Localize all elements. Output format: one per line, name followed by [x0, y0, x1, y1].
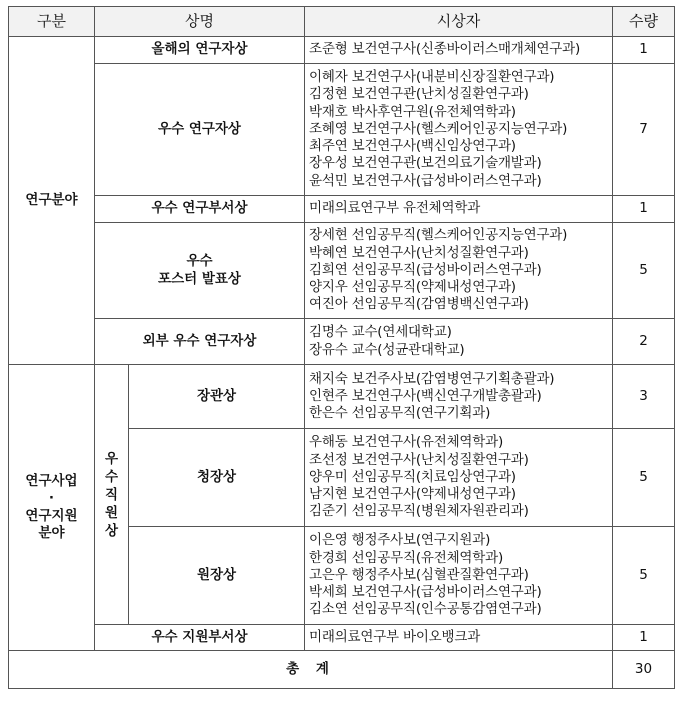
award-name: 우수 연구자상 — [95, 64, 305, 196]
recipient-list — [305, 37, 613, 64]
recipient-list — [305, 625, 613, 651]
award-count: 5 — [613, 527, 675, 625]
recipient-list — [305, 319, 613, 365]
recipient: 김소연 선임공무직(인수공통감염연구과) — [309, 601, 542, 618]
vertical-char: 원 — [104, 504, 119, 521]
header-count: 수량 — [613, 7, 675, 37]
recipient: 김준기 선임공무직(병원체자원관리과) — [309, 503, 529, 520]
section-support-line: 연구지원 — [25, 507, 78, 524]
recipient: 우해동 보건연구사(유전체역학과) — [309, 434, 504, 451]
award-name: 우수 지원부서상 — [95, 625, 305, 651]
section-support-line: 연구사업 — [25, 473, 78, 490]
award-count: 1 — [613, 625, 675, 651]
recipient-list — [305, 223, 613, 319]
award-count: 1 — [613, 37, 675, 64]
award-count: 1 — [613, 196, 675, 223]
total-label: 총 계 — [9, 651, 613, 689]
header-category: 구분 — [9, 7, 95, 37]
table-row — [9, 64, 675, 196]
header-award: 상명 — [95, 7, 305, 37]
awards-table — [8, 6, 675, 689]
recipient: 김희연 선임공무직(급성바이러스연구과) — [309, 261, 542, 278]
award-name-line: 우수 — [186, 253, 213, 270]
table-row — [9, 196, 675, 223]
recipient: 최주연 보건연구사(백신임상연구과) — [309, 138, 516, 155]
award-count: 2 — [613, 319, 675, 365]
award-count: 5 — [613, 429, 675, 527]
recipient: 남지현 보건연구사(약제내성연구과) — [309, 486, 516, 503]
award-count: 5 — [613, 223, 675, 319]
recipient: 이은영 행정주사보(연구지원과) — [309, 532, 491, 549]
vertical-char: 수 — [104, 468, 119, 485]
award-name: 올해의 연구자상 — [95, 37, 305, 64]
section-support-line: 분야 — [38, 524, 65, 541]
recipient: 이혜자 보건연구사(내분비신장질환연구과) — [309, 69, 555, 86]
vertical-char: 우 — [104, 450, 119, 467]
recipient: 양우미 선임공무직(치료임상연구과) — [309, 468, 516, 485]
recipient: 조혜영 보건연구사(헬스케어인공지능연구과) — [309, 120, 568, 137]
recipient: 미래의료연구부 유전체역학과 — [309, 200, 481, 217]
recipient: 장우성 보건연구관(보건의료기술개발과) — [309, 155, 542, 172]
award-name: 외부 우수 연구자상 — [95, 319, 305, 365]
recipient: 양지우 선임공무직(약제내성연구과) — [309, 279, 516, 296]
recipient-list — [305, 64, 613, 196]
award-name: 우수 연구부서상 — [95, 196, 305, 223]
header-recipients: 시상자 — [305, 7, 613, 37]
award-name: 청장상 — [129, 429, 305, 527]
award-name: 원장상 — [129, 527, 305, 625]
recipient: 장유수 교수(성균관대학교) — [309, 341, 465, 358]
recipient: 한은수 선임공무직(연구기획과) — [309, 405, 491, 422]
recipient: 고은우 행정주사보(심혈관질환연구과) — [309, 566, 529, 583]
total-row — [9, 651, 675, 689]
recipient: 윤석민 보건연구사(급성바이러스연구과) — [309, 172, 542, 189]
total-count: 30 — [613, 651, 675, 689]
award-name: 장관상 — [129, 365, 305, 429]
recipient: 미래의료연구부 바이오뱅크과 — [309, 628, 481, 645]
award-count: 3 — [613, 365, 675, 429]
section-support-line: · — [48, 490, 55, 507]
vertical-char: 상 — [104, 522, 119, 539]
recipient: 박재호 박사후연구원(유전체역학과) — [309, 103, 516, 120]
subsection-staff-award — [95, 365, 129, 625]
recipient: 김명수 교수(연세대학교) — [309, 324, 452, 341]
vertical-char: 직 — [104, 486, 119, 503]
recipient: 한경희 선임공무직(유전체역학과) — [309, 549, 504, 566]
recipient-list — [305, 527, 613, 625]
recipient: 장세현 선임공무직(헬스케어인공지능연구과) — [309, 227, 568, 244]
recipient: 박세희 보건연구사(급성바이러스연구과) — [309, 584, 542, 601]
table-row — [9, 625, 675, 651]
section-support — [9, 365, 95, 651]
table-row — [9, 319, 675, 365]
table-row — [9, 37, 675, 64]
recipient: 조선정 보건연구사(난치성질환연구과) — [309, 451, 529, 468]
header-row — [9, 7, 675, 37]
recipient: 김정현 보건연구관(난치성질환연구과) — [309, 86, 529, 103]
recipient-list — [305, 365, 613, 429]
section-research: 연구분야 — [9, 37, 95, 365]
recipient-list — [305, 196, 613, 223]
table-row — [9, 223, 675, 319]
recipient: 채지숙 보건주사보(감염병연구기획총괄과) — [309, 370, 555, 387]
recipient: 박혜연 보건연구사(난치성질환연구과) — [309, 244, 529, 261]
recipient: 조준형 보건연구사(신종바이러스매개체연구과) — [309, 41, 581, 58]
award-name-line: 포스터 발표상 — [158, 270, 241, 287]
award-count: 7 — [613, 64, 675, 196]
recipient: 여진아 선임공무직(감염병백신연구과) — [309, 296, 529, 313]
recipient: 인현주 보건연구사(백신연구개발총괄과) — [309, 387, 542, 404]
recipient-list — [305, 429, 613, 527]
table-row — [9, 365, 675, 429]
award-name — [95, 223, 305, 319]
